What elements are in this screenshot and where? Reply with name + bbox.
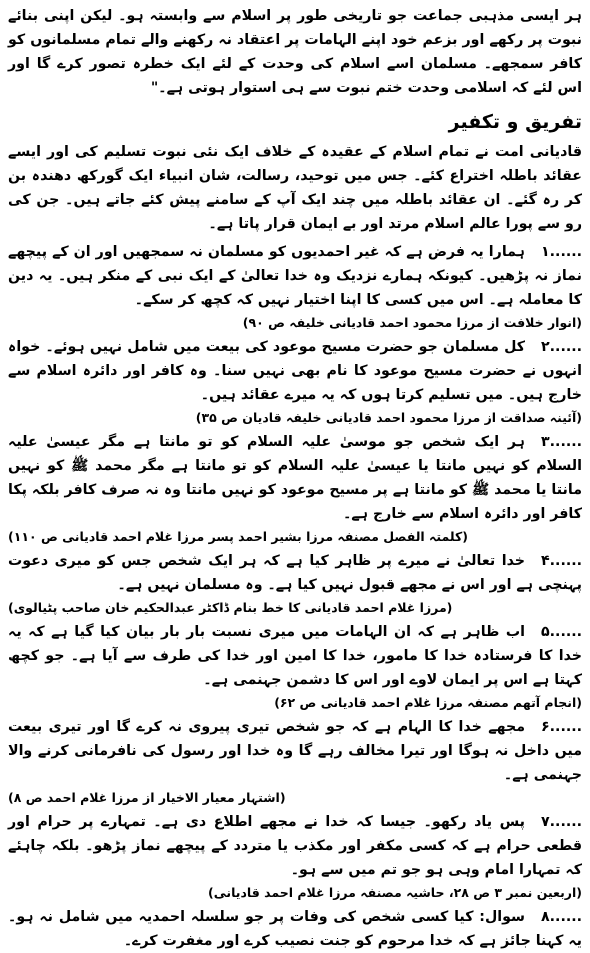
intro-paragraph: ہر ایسی مذہبی جماعت جو تاریخی طور پر اسلام سے وابستہ ہو۔ لیکن اپنی بنائے نبوت پر رکھے اور بزعم خود اپنے الہامات پر اعتقاد نہ رکھنے والے تمام مسلمانوں کو کافر سمجھے۔ مسلمان اسے اسلام کی وحدت کے لئے ایک خطرہ تصور کرے گا اور اس لئے کہ اسلامی وحدت ختم نبوت سے ہی استوار ہوتی ہے۔" bbox=[8, 8, 582, 96]
item-number: ۸...... bbox=[541, 909, 582, 925]
reference-citation: (کلمتہ الفصل مصنفہ مرزا بشیر احمد پسر مرزا غلام احمد قادیانی ص ۱۱۰) bbox=[8, 529, 468, 544]
item-text: کل مسلمان جو حضرت مسیح موعود کی بیعت میں شامل نہیں ہوئے۔ خواہ انہوں نے حضرت مسیح موعود کا نام بھی نہیں سنا۔ وہ کافر اور دائرہ اسلام سے خارج ہیں۔ میں تسلیم کرتا ہوں کہ یہ میرے عقائد ہیں۔ bbox=[8, 339, 582, 403]
item-text: سوال: کیا کسی شخص کی وفات پر جو سلسلہ احمدیہ میں شامل نہ ہو۔ یہ کہنا جائز ہے کہ خدا مرحوم کو جنت نصیب کرے اور مغفرت کرے۔ bbox=[8, 909, 582, 949]
item-text: پس یاد رکھو۔ جیسا کہ خدا نے مجھے اطلاع دی ہے۔ تمہارے پر حرام اور قطعی حرام ہے کہ کسی مکفر اور مکذب یا متردد کے پیچھے نماز پڑھو۔ بلکہ چاہئے کہ تمہارا امام وہی ہو جو تم میں سے ہو۔ bbox=[8, 814, 582, 878]
numbered-list bbox=[8, 240, 582, 953]
section-heading: تفریق و تکفیر bbox=[448, 111, 582, 133]
list-item bbox=[8, 240, 582, 312]
item-number: ۴...... bbox=[541, 553, 582, 569]
item-number: ۱...... bbox=[541, 244, 582, 260]
item-number: ۲...... bbox=[541, 339, 582, 355]
item-number: ۳...... bbox=[541, 434, 582, 450]
item-text: خدا تعالیٰ نے میرے پر ظاہر کیا ہے کہ ہر ایک شخص جس کو میری دعوت پہنچی ہے اور اس نے مجھے قبول نہیں کیا ہے۔ وہ مسلمان نہیں ہے۔ bbox=[8, 553, 582, 593]
list-item bbox=[8, 715, 582, 787]
list-item bbox=[8, 810, 582, 882]
item-number: ۶...... bbox=[541, 719, 582, 735]
reference-citation: (اشتہار معیار الاخیار از مرزا غلام احمد ص ۸) bbox=[8, 790, 286, 805]
list-item bbox=[8, 430, 582, 526]
reference-citation: (انوار خلافت از مرزا محمود احمد قادیانی خلیفہ ص ۹۰) bbox=[242, 315, 582, 330]
item-text: مجھے خدا کا الہام ہے کہ جو شخص تیری پیروی نہ کرے گا اور تیری بیعت میں داخل نہ ہوگا اور تیرا مخالف رہے گا وہ خدا اور رسول کی نافرمانی کرنے والا جہنمی ہے۔ bbox=[8, 719, 582, 783]
lead-paragraph: قادیانی امت نے تمام اسلام کے عقیدہ کے خلاف ایک نئی نبوت تسلیم کی اور ایسے عقائد باطلہ اختراع کئے۔ جس میں توحید، رسالت، شان انبیاء ایک گورکھ دھندہ بن کر رہ گئے۔ ان عقائد باطلہ میں چند ایک آپ کے سامنے پیش کئے جاتے ہیں۔ جن کی رو سے پورا عالم اسلام مرتد اور بے ایمان قرار پاتا ہے۔ bbox=[8, 144, 582, 232]
reference-citation: (اربعین نمبر ۳ ص ۲۸، حاشیہ مصنفہ مرزا غلام احمد قادیانی) bbox=[208, 885, 582, 900]
item-text: اب ظاہر ہے کہ ان الہامات میں میری نسبت بار بار بیان کیا گیا ہے کہ یہ خدا کا فرستادہ خدا کا مامور، خدا کا امین اور خدا کی طرف سے آیا ہے۔ جو کچھ کہتا ہے اس پر ایمان لاوے اور اس کا دشمن جہنمی ہے۔ bbox=[8, 624, 582, 688]
list-item bbox=[8, 905, 582, 953]
reference-citation: (آئینہ صداقت از مرزا محمود احمد قادیانی خلیفہ قادیان ص ۳۵) bbox=[195, 410, 582, 425]
list-item bbox=[8, 620, 582, 692]
item-number: ۷...... bbox=[541, 814, 582, 830]
item-number: ۵...... bbox=[541, 624, 582, 640]
list-item bbox=[8, 335, 582, 407]
list-item bbox=[8, 549, 582, 597]
reference-citation: (انجام آتھم مصنفہ مرزا غلام احمد قادیانی ص ۶۲) bbox=[274, 695, 582, 710]
item-text: ہر ایک شخص جو موسیٰ علیہ السلام کو تو مانتا ہے مگر عیسیٰ علیہ السلام کو نہیں مانتا یا عیسیٰ علیہ السلام کو تو مانتا ہے مگر محمد ﷺ کو نہیں مانتا یا محمد ﷺ کو مانتا ہے پر مسیح موعود کو نہیں مانتا وہ نہ صرف کافر بلکہ پکا کافر اور دائرہ اسلام سے خارج ہے۔ bbox=[8, 434, 582, 522]
reference-citation: (مرزا غلام احمد قادیانی کا خط بنام ڈاکٹر عبدالحکیم خان صاحب پٹیالوی) bbox=[8, 600, 453, 615]
item-text: ہمارا یہ فرض ہے کہ غیر احمدیوں کو مسلمان نہ سمجھیں اور ان کے پیچھے نماز نہ پڑھیں۔ کیونکہ ہمارے نزدیک وہ خدا تعالیٰ کے ایک نبی کے منکر ہیں۔ یہ دین کا معاملہ ہے۔ اس میں کسی کا اپنا اختیار نہیں کہ کچھ کر سکے۔ bbox=[8, 244, 582, 308]
